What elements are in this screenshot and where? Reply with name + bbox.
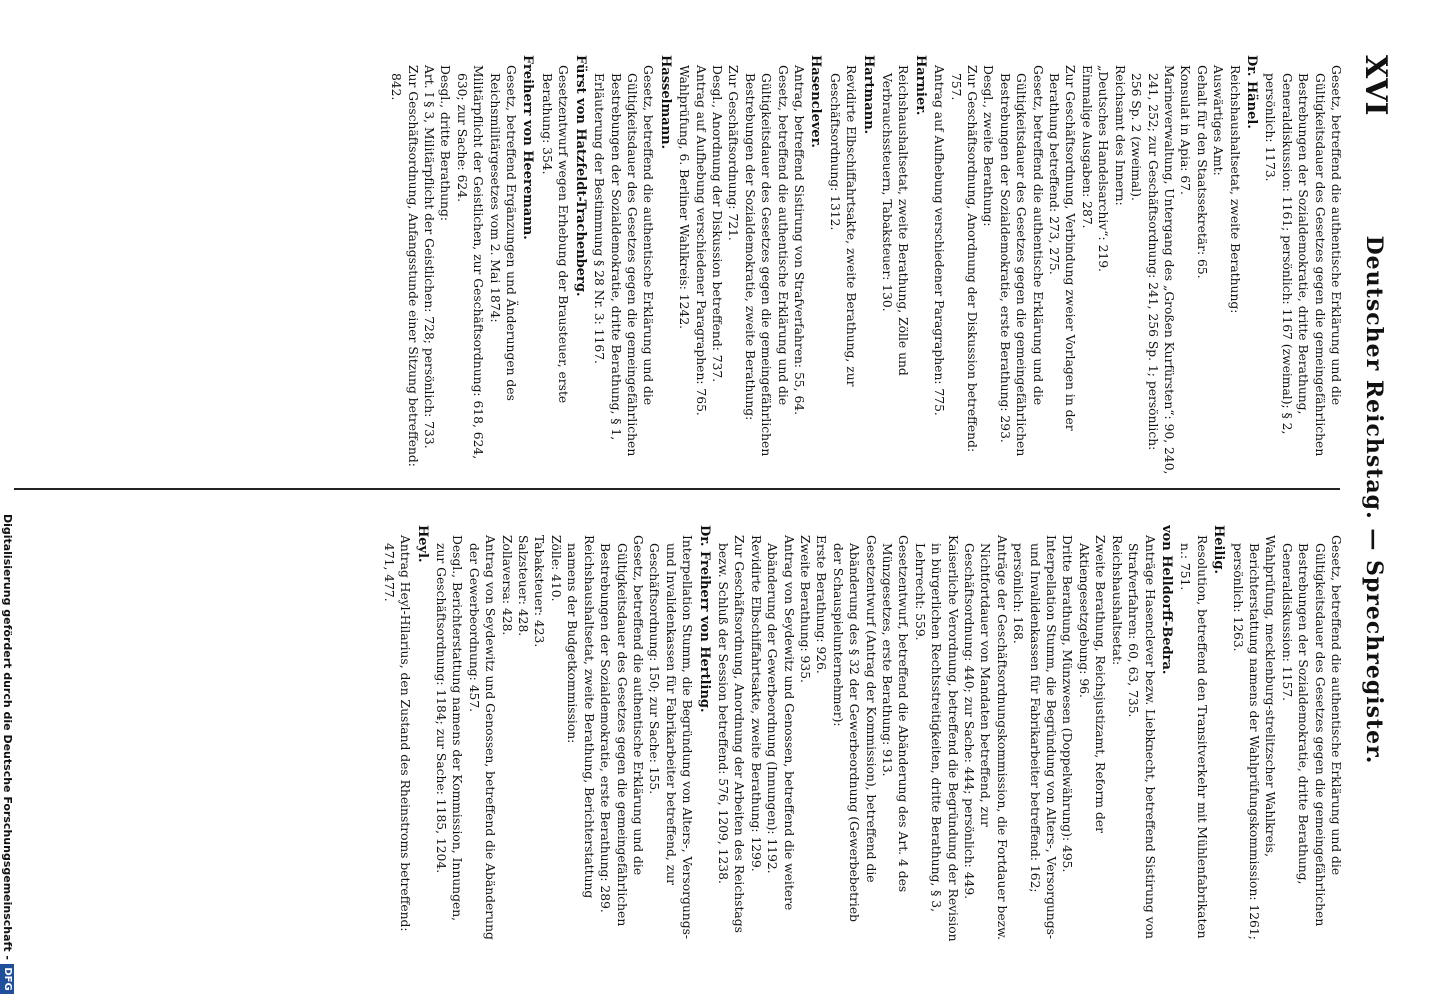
entry-line: Zollaversa: 428. — [499, 535, 514, 636]
entry-line: Wahlprüfung, 6. Berliner Wahlkreis: 1242. — [677, 65, 692, 330]
register-entry — [715, 525, 1174, 945]
entry-line: Zur Geschäftsordnung, Anordnung der Diskussion betreffend: 757. — [948, 65, 980, 453]
entry-line: Gesetz, betreffend die authentische Erklärung und die Gültigkeitsdauer des Gesetzes gegen die gemeingefährlichen Bestrebungen der Sozialdemokratie, zweite Berathung: — [742, 65, 790, 457]
page-number: XVI — [1358, 55, 1393, 116]
entry-line: Gesetz, betreffend Ergänzungen und Änderungen des Reichsmilitärgesetzes vom 2. Mai 1874: — [487, 65, 519, 401]
entry-line: Anträge Hasenclever bezw. Liebknecht, betreffend Sistirung von Strafverfahren: 60, 63, 735. — [1126, 535, 1157, 939]
register-entry — [539, 55, 588, 475]
speaker-name: Heilig. — [1211, 525, 1227, 574]
register-entry — [388, 55, 536, 475]
entry-line: Reichshaushaltsetat, zweite Berathung, Berichterstattung namens der Budgetkommission: — [565, 535, 596, 899]
entry-line: Salzsteuer: 428. — [516, 535, 531, 637]
entry-line: Konsulat in Apia: 67. — [1178, 65, 1193, 195]
entry-line: Gesetzentwurf, betreffend die Abänderung des Art. 4 des Münzgesetzes, erste Berathung: 913. — [880, 535, 911, 893]
entry-line: Gesetz, betreffend die authentische Erklärung und die Gültigkeitsdauer des Gesetzes gegen die gemeingefährlichen Bestrebungen der Sozialdemokratie, erste Berathung: 289. — [598, 535, 645, 927]
register-entry — [931, 55, 1259, 475]
entry-line: Antrag Heyl-Hilarius, den Zustand des Rheinstroms betreffend: 471, 477. — [381, 535, 413, 932]
entry-line: „Deutsches Handelsarchiv“: 219. — [1096, 65, 1111, 272]
register-entry — [380, 525, 429, 945]
entry-line: Desgl., Berichterstattung namens der Kommission, Innungen, zur Geschäftsordnung: 1184; zur Sache: 1185, 1204. — [434, 535, 465, 922]
entry-line: Anträge der Geschäftsordnungskommission, die Fortdauer bezw. Nichtfortdauer von Mandaten betreffend, zur Geschäftsordnung: 440; zur Sache: 444; persönlich: 449. — [962, 535, 1009, 941]
entry-line: Revidirte Elbschiffahrtsakte, zweite Berathung: 1299. — [748, 535, 763, 872]
entry-line: Revidirte Elbschiffahrtsakte, zweite Berathung, zur Geschäftsordnung: 1312. — [827, 65, 859, 387]
register-entry — [879, 55, 928, 475]
speaker-name: Hasselmann. — [657, 55, 673, 150]
speaker-name: Hasenclever. — [808, 55, 824, 148]
entry-line: Zur Geschäftsordnung, Verbindung zweier Vorlagen in der Berathung betreffend: 273, 275. — [1047, 65, 1078, 431]
entry-line: Dritte Berathung, Münzwesen (Doppelwährung): 495. — [1060, 535, 1075, 873]
entry-line: Zweite Berathung, Reichsjustizamt, Reform der Aktiengesetzgebung: 96. — [1076, 535, 1108, 834]
entry-line: Resolution, betreffend den Transitverkehr mit Mühlenfabrikaten n.: 751. — [1178, 535, 1209, 939]
entry-line: Auswärtiges Amt: — [1211, 65, 1226, 176]
entry-line: Reichsamt des Innern: — [1112, 65, 1127, 206]
entry-line: Einmalige Ausgaben: 287. — [1079, 65, 1094, 229]
register-entry — [1229, 525, 1344, 945]
entry-line: Antrag von Seydewitz und Genossen, betreffend die Abänderung der Gewerbeordnung: 457. — [466, 535, 498, 940]
digitization-footer — [0, 0, 14, 1000]
entry-line: Reichshaushaltsetat, zweite Berathung, Zölle und Verbrauchssteuern, Tabaksteuer: 130. — [880, 65, 911, 376]
entry-line: Erste Berathung: 926. — [814, 535, 829, 674]
dfg-logo: DFG — [0, 964, 14, 994]
register-entry — [1177, 525, 1226, 945]
page-title: Deutscher Reichstag. — Sprechregister. — [1361, 235, 1387, 765]
entry-line: Gesetzentwurf wegen Erhebung der Brausteuer, erste Berathung: 354. — [539, 65, 571, 404]
footer-credit: Digitalisierung gefördert durch die Deutsche Forschungsgemeinschaft - — [1, 513, 14, 960]
entry-line: Reichshaushaltsetat, zweite Berathung: — [1227, 65, 1242, 314]
entry-line: Interpellation Stumm, die Begründung von Alters-, Versorgungs- und Invalidenkassen für Fabrikarbeiter betreffend: 162; persönlich: 168. — [1011, 535, 1059, 940]
entry-line: Gesetz, betreffend die authentische Erklärung und die Gültigkeitsdauer des Gesetzes gegen die gemeingefährlichen Bestrebungen der Sozialdemokratie, erste Berathung: 293. — [997, 65, 1045, 457]
entry-line: Antrag von Seydewitz und Genossen, betreffend die weitere Abänderung der Gewerbeordnung (Innungen): 1192. — [765, 535, 796, 911]
entry-line: Militärpflicht der Geistlichen, zur Geschäftsordnung: 618, 624, 630; zur Sache: 624. — [454, 65, 486, 460]
speaker-name: Heyl. — [414, 525, 430, 563]
register-entry — [676, 55, 824, 475]
register-entry — [1262, 55, 1344, 475]
entry-line: Gesetz, betreffend die authentische Erklärung und die Gültigkeitsdauer des Gesetzes gegen die gemeingefährlichen Bestrebungen der Sozialdemokratie, dritte Berathung, Generaldiskussion: 1157. — [1279, 535, 1343, 927]
speaker-name: Hartmann. — [860, 55, 876, 135]
speaker-name: Dr. Hänel. — [1243, 55, 1259, 129]
entry-line: Zur Geschäftsordnung: 721. — [726, 65, 741, 241]
right-column — [14, 525, 1344, 945]
entry-line: Desgl., dritte Berathung: — [438, 65, 453, 221]
entry-line: Desgl., zweite Berathung: — [981, 65, 996, 227]
entry-line: Reichshaushaltsetat: — [1109, 535, 1124, 666]
entry-line: Gesetzentwurf (Antrag der Kommission), betreffend die Abänderung des § 32 der Gewerbeordnung (Gewerbebetrieb der Schauspielunternehmer): — [830, 535, 878, 922]
entry-line: Art. I § 3, Militärpflicht der Geistlichen: 728; persönlich: 733. — [422, 65, 437, 449]
page-header — [1355, 55, 1397, 945]
speaker-name: Dr. Freiherr von Hertling. — [696, 525, 712, 713]
entry-line: Kaiserliche Verordnung, betreffend die Begründung der Revision in bürgerlichen Rechtsstreitigkeiten, dritte Berathung, § 3, Lehrrecht: 559. — [912, 535, 960, 942]
entry-line: Antrag, betreffend Sistirung von Strafverfahren: 55, 64. — [792, 65, 806, 415]
speaker-name: Fürst von Hatzfeldt-Trachenberg. — [572, 55, 588, 297]
entry-line: Antrag auf Aufhebung verschiedener Paragraphen: 775. — [932, 65, 947, 416]
entry-line: Marineverwaltung, Untergang des „Großen Kurfürsten“: 90, 240, 241, 252; zur Geschäftsordnung: 241, 256 Sp. 1; persönlich: 256 Sp. 2 (zweimal). — [1129, 65, 1176, 475]
entry-line: Gesetz, betreffend die authentische Erklärung und die Gültigkeitsdauer des Gesetzes gegen die gemeingefährlichen Bestrebungen der Sozialdemokratie, dritte Berathung, § 1, Erläuterung der Bestimmung § 28 Nr. 3: 1167. — [592, 65, 656, 457]
entry-line: Desgl., Anordnung der Diskussion betreffend: 737. — [709, 65, 724, 383]
entry-line: Zweite Berathung: 935. — [798, 535, 812, 683]
entry-line: Zur Geschäftsordnung, Anordnung der Arbeiten des Reichstags bezw. Schluß der Session betreffend: 576, 1209, 1238. — [715, 535, 747, 933]
entry-line: Gehalt für den Staatssekretär: 65. — [1194, 65, 1209, 279]
entry-line: Wahlprüfung, mecklenburg-strelitzscher Wahlkreis, Berichterstattung namens der Wahlprüfungskommission: 1261; persönlich: 1263. — [1230, 535, 1278, 940]
speaker-name: von Helldorff-Bedra. — [1158, 525, 1174, 675]
entry-line: Antrag auf Aufhebung verschiedener Paragraphen: 765. — [693, 65, 708, 416]
register-entry — [433, 525, 712, 945]
entry-line: Zur Geschäftsordnung, Anfangsstunde einer Sitzung betreffend: 842. — [389, 65, 420, 467]
speaker-name: Harnier. — [912, 55, 928, 116]
register-entry — [826, 55, 875, 475]
left-column — [14, 55, 1344, 475]
register-entry — [591, 55, 673, 475]
entry-line: Tabaksteuer: 423. — [532, 535, 547, 648]
speaker-name: Freiherr von Heeremann. — [520, 55, 536, 240]
entry-line: Interpellation Stumm, die Begründung von Alters-, Versorgungs- und Invalidenkassen für Fabrikarbeiter betreffend, zur Geschäftsordnung: 150; zur Sache: 155. — [647, 535, 695, 940]
entry-line: Gesetz, betreffend die authentische Erklärung und die Gültigkeitsdauer des Gesetzes gegen die gemeingefährlichen Bestrebungen der Sozialdemokratie, dritte Berathung, Generaldiskussion: 1161; persönlich: 1167 (zweimal); § 2, persönlich: 1173. — [1263, 65, 1343, 457]
column-divider — [10, 488, 1340, 490]
entry-line: Zölle: 410. — [548, 535, 563, 602]
